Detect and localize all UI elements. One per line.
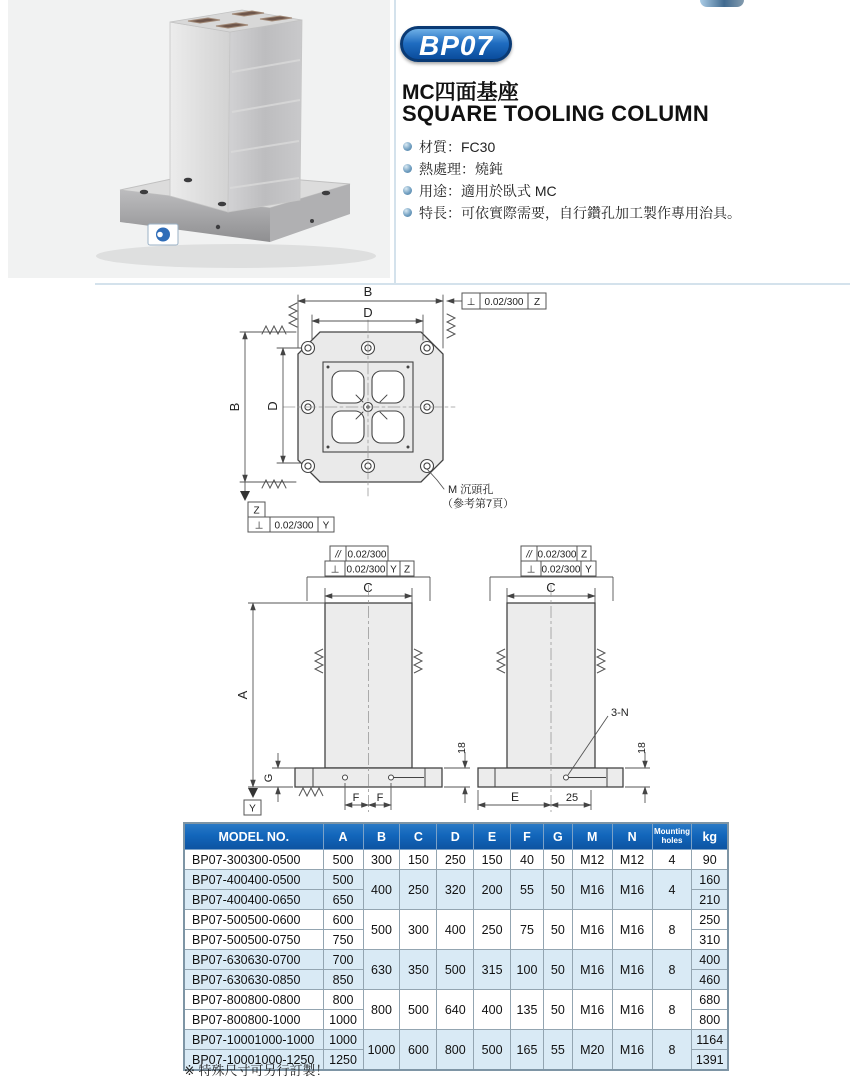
- perpendicularity-symbol: ⊥: [526, 564, 536, 576]
- fcf-bottom: [248, 517, 334, 532]
- table-cell: 8: [652, 990, 692, 1030]
- header-block: [398, 0, 850, 280]
- counterbore-note-line1: M 沉頭孔: [448, 484, 494, 496]
- table-cell: 315: [474, 950, 511, 990]
- table-cell: 460: [692, 970, 728, 990]
- col-header-f: F: [511, 823, 544, 850]
- table-cell: 800: [323, 990, 363, 1010]
- table-cell: 75: [511, 910, 544, 950]
- tolerance-value: 0.02/300: [541, 564, 581, 576]
- table-cell: 210: [692, 890, 728, 910]
- product-photo: [8, 0, 390, 278]
- datum-ref: Z: [403, 564, 411, 576]
- perpendicularity-symbol: ⊥: [466, 297, 476, 308]
- table-cell: 310: [692, 930, 728, 950]
- col-header-d: D: [437, 823, 474, 850]
- datum-ref: Z: [533, 297, 541, 308]
- table-cell: 400: [692, 950, 728, 970]
- table-cell: BP07-630630-0700: [184, 950, 323, 970]
- datum-z-box: [248, 502, 265, 517]
- front-view-right: [478, 546, 650, 812]
- dim-label-d-left: D: [265, 401, 280, 411]
- table-cell: BP07-500500-0750: [184, 930, 323, 950]
- table-cell: 1000: [363, 1030, 400, 1071]
- table-cell: 320: [437, 870, 474, 910]
- table-cell: 500: [323, 850, 363, 870]
- fcf-parallelism: [330, 546, 388, 561]
- table-cell: M20: [572, 1030, 612, 1071]
- col-header-kg: kg: [692, 823, 728, 850]
- table-cell: BP07-400400-0650: [184, 890, 323, 910]
- table-row: [184, 1030, 728, 1050]
- table-cell: 1250: [323, 1050, 363, 1071]
- table-cell: 500: [323, 870, 363, 890]
- col-header-b: B: [363, 823, 400, 850]
- table-cell: 8: [652, 1030, 692, 1071]
- col-header-a: A: [323, 823, 363, 850]
- table-cell: BP07-400400-0500: [184, 870, 323, 890]
- table-cell: M16: [612, 950, 652, 990]
- table-cell: 1164: [692, 1030, 728, 1050]
- dim-label-d-top: D: [363, 305, 373, 320]
- table-cell: 600: [323, 910, 363, 930]
- footnote: ※ 特殊尺寸可另行訂製！: [184, 1063, 329, 1078]
- datum-y-label: Y: [249, 803, 256, 815]
- table-cell: BP07-500500-0600: [184, 910, 323, 930]
- parallelism-symbol: //: [335, 549, 341, 561]
- table-cell: 500: [437, 950, 474, 990]
- table-row: [184, 870, 728, 890]
- spec-bullet-material: 材質：FC30: [402, 136, 741, 158]
- datum-z-label: Z: [253, 505, 260, 517]
- table-cell: 55: [511, 870, 544, 910]
- dim-label-g: G: [263, 773, 275, 783]
- brand-logo: [148, 224, 178, 245]
- product-code-badge: BP07: [400, 26, 512, 62]
- table-cell: 850: [323, 970, 363, 990]
- tolerance-value: 0.02/300: [274, 520, 314, 532]
- col-header-m: M: [572, 823, 612, 850]
- table-cell: 650: [323, 890, 363, 910]
- table-cell: 1000: [323, 1030, 363, 1050]
- tolerance-value: 0.02/300: [347, 549, 387, 561]
- table-cell: 630: [363, 950, 400, 990]
- table-cell: BP07-630630-0850: [184, 970, 323, 990]
- table-cell: 160: [692, 870, 728, 890]
- table-cell: 100: [511, 950, 544, 990]
- table-cell: 135: [511, 990, 544, 1030]
- spec-bullet-feature: 特長：可依實際需要，自行鑽孔加工製作專用治具。: [402, 202, 741, 224]
- table-cell: 250: [692, 910, 728, 930]
- table-cell: 400: [437, 910, 474, 950]
- table-cell: 50: [543, 990, 572, 1030]
- table-cell: M16: [572, 910, 612, 950]
- dim-label-b-top: B: [363, 285, 373, 299]
- dim-label-f2: F: [376, 792, 384, 804]
- table-cell: 250: [474, 910, 511, 950]
- table-cell: 4: [652, 870, 692, 910]
- table-header-row: [184, 823, 728, 850]
- table-cell: 800: [437, 1030, 474, 1071]
- vertical-divider: [394, 0, 396, 284]
- table-cell: M16: [612, 870, 652, 910]
- col-header-c: C: [400, 823, 437, 850]
- dim-label-18: 18: [456, 742, 468, 754]
- table-cell: 55: [543, 1030, 572, 1071]
- table-cell: M16: [572, 990, 612, 1030]
- table-cell: 40: [511, 850, 544, 870]
- table-cell: 500: [400, 990, 437, 1030]
- table-cell: M16: [612, 910, 652, 950]
- dim-label-25: 25: [565, 792, 579, 804]
- table-cell: 200: [474, 870, 511, 910]
- page-title-zh: MC四面基座: [402, 81, 519, 104]
- datum-ref: Z: [580, 549, 588, 561]
- table-cell: 300: [363, 850, 400, 870]
- table-cell: 500: [474, 1030, 511, 1071]
- table-cell: 150: [474, 850, 511, 870]
- table-cell: 300: [400, 910, 437, 950]
- table-cell: 4: [652, 850, 692, 870]
- top-view: [227, 285, 546, 532]
- tolerance-value: 0.02/300: [537, 549, 577, 561]
- table-row: [184, 910, 728, 930]
- fcf-perpendicularity: [521, 561, 596, 576]
- col-header-n: N: [612, 823, 652, 850]
- table-cell: 400: [474, 990, 511, 1030]
- datum-ref: Y: [390, 564, 397, 576]
- table-row: [184, 850, 728, 870]
- table-cell: M16: [612, 990, 652, 1030]
- table-cell: 150: [400, 850, 437, 870]
- table-cell: 500: [363, 910, 400, 950]
- parallelism-symbol: //: [526, 549, 532, 561]
- fcf-top-right: [462, 293, 546, 309]
- datum-ref: Y: [322, 520, 330, 532]
- table-cell: 50: [543, 910, 572, 950]
- table-cell: BP07-10001000-1250: [184, 1050, 323, 1071]
- table-cell: 250: [400, 870, 437, 910]
- table-cell: 1391: [692, 1050, 728, 1071]
- spec-bullet-usage: 用途：適用於臥式 MC: [402, 180, 741, 202]
- table-cell: 1000: [323, 1010, 363, 1030]
- table-cell: 680: [692, 990, 728, 1010]
- table-cell: 8: [652, 950, 692, 990]
- dim-label-c: C: [546, 580, 556, 595]
- table-cell: 800: [692, 1010, 728, 1030]
- table-cell: 165: [511, 1030, 544, 1071]
- dim-label-a: A: [235, 690, 250, 700]
- table-row: [184, 950, 728, 970]
- hole-count-label: 3-N: [611, 707, 629, 719]
- page-title-en: SQUARE TOOLING COLUMN: [402, 101, 709, 126]
- table-cell: 750: [323, 930, 363, 950]
- table-cell: M12: [612, 850, 652, 870]
- table-cell: 50: [543, 850, 572, 870]
- dim-label-b-left: B: [227, 402, 242, 412]
- spec-table: [183, 822, 729, 1071]
- table-cell: BP07-800800-0800: [184, 990, 323, 1010]
- technical-drawing: [0, 285, 850, 822]
- dim-label-e: E: [510, 790, 520, 804]
- dim-label-c: C: [363, 580, 373, 595]
- fcf-parallelism: [521, 546, 591, 561]
- table-cell: 800: [363, 990, 400, 1030]
- table-cell: 350: [400, 950, 437, 990]
- table-cell: 90: [692, 850, 728, 870]
- col-header-g: G: [543, 823, 572, 850]
- col-header-e: E: [474, 823, 511, 850]
- spec-table-body: [184, 850, 728, 1071]
- table-row: [184, 990, 728, 1010]
- table-cell: 400: [363, 870, 400, 910]
- table-cell: BP07-300300-0500: [184, 850, 323, 870]
- table-cell: 700: [323, 950, 363, 970]
- dim-label-18: 18: [636, 742, 648, 754]
- datum-y-box: [244, 800, 261, 815]
- table-cell: 640: [437, 990, 474, 1030]
- table-cell: 250: [437, 850, 474, 870]
- product-photo-illustration: [8, 0, 390, 278]
- dim-label-f1: F: [352, 792, 360, 804]
- perpendicularity-symbol: ⊥: [330, 564, 340, 576]
- front-view-left: [235, 546, 470, 815]
- perpendicularity-symbol: ⊥: [254, 520, 264, 532]
- table-cell: 50: [543, 950, 572, 990]
- table-cell: M16: [612, 1030, 652, 1071]
- tolerance-value: 0.02/300: [346, 564, 386, 576]
- table-cell: M16: [572, 870, 612, 910]
- table-cell: 8: [652, 910, 692, 950]
- tolerance-value: 0.02/300: [484, 297, 524, 308]
- table-cell: 600: [400, 1030, 437, 1071]
- counterbore-note-line2: （參考第7頁）: [442, 498, 515, 510]
- table-cell: BP07-800800-1000: [184, 1010, 323, 1030]
- spec-bullet-list: [402, 136, 741, 224]
- col-header-model: MODEL NO.: [184, 823, 323, 850]
- spec-bullet-heat-treatment: 熱處理：燒鈍: [402, 158, 741, 180]
- table-cell: M12: [572, 850, 612, 870]
- table-cell: M16: [572, 950, 612, 990]
- fcf-perpendicularity: [325, 561, 414, 576]
- table-cell: 50: [543, 870, 572, 910]
- datum-ref: Y: [585, 564, 592, 576]
- col-header-mounting-holes: Mounting holes: [652, 823, 692, 850]
- table-cell: BP07-10001000-1000: [184, 1030, 323, 1050]
